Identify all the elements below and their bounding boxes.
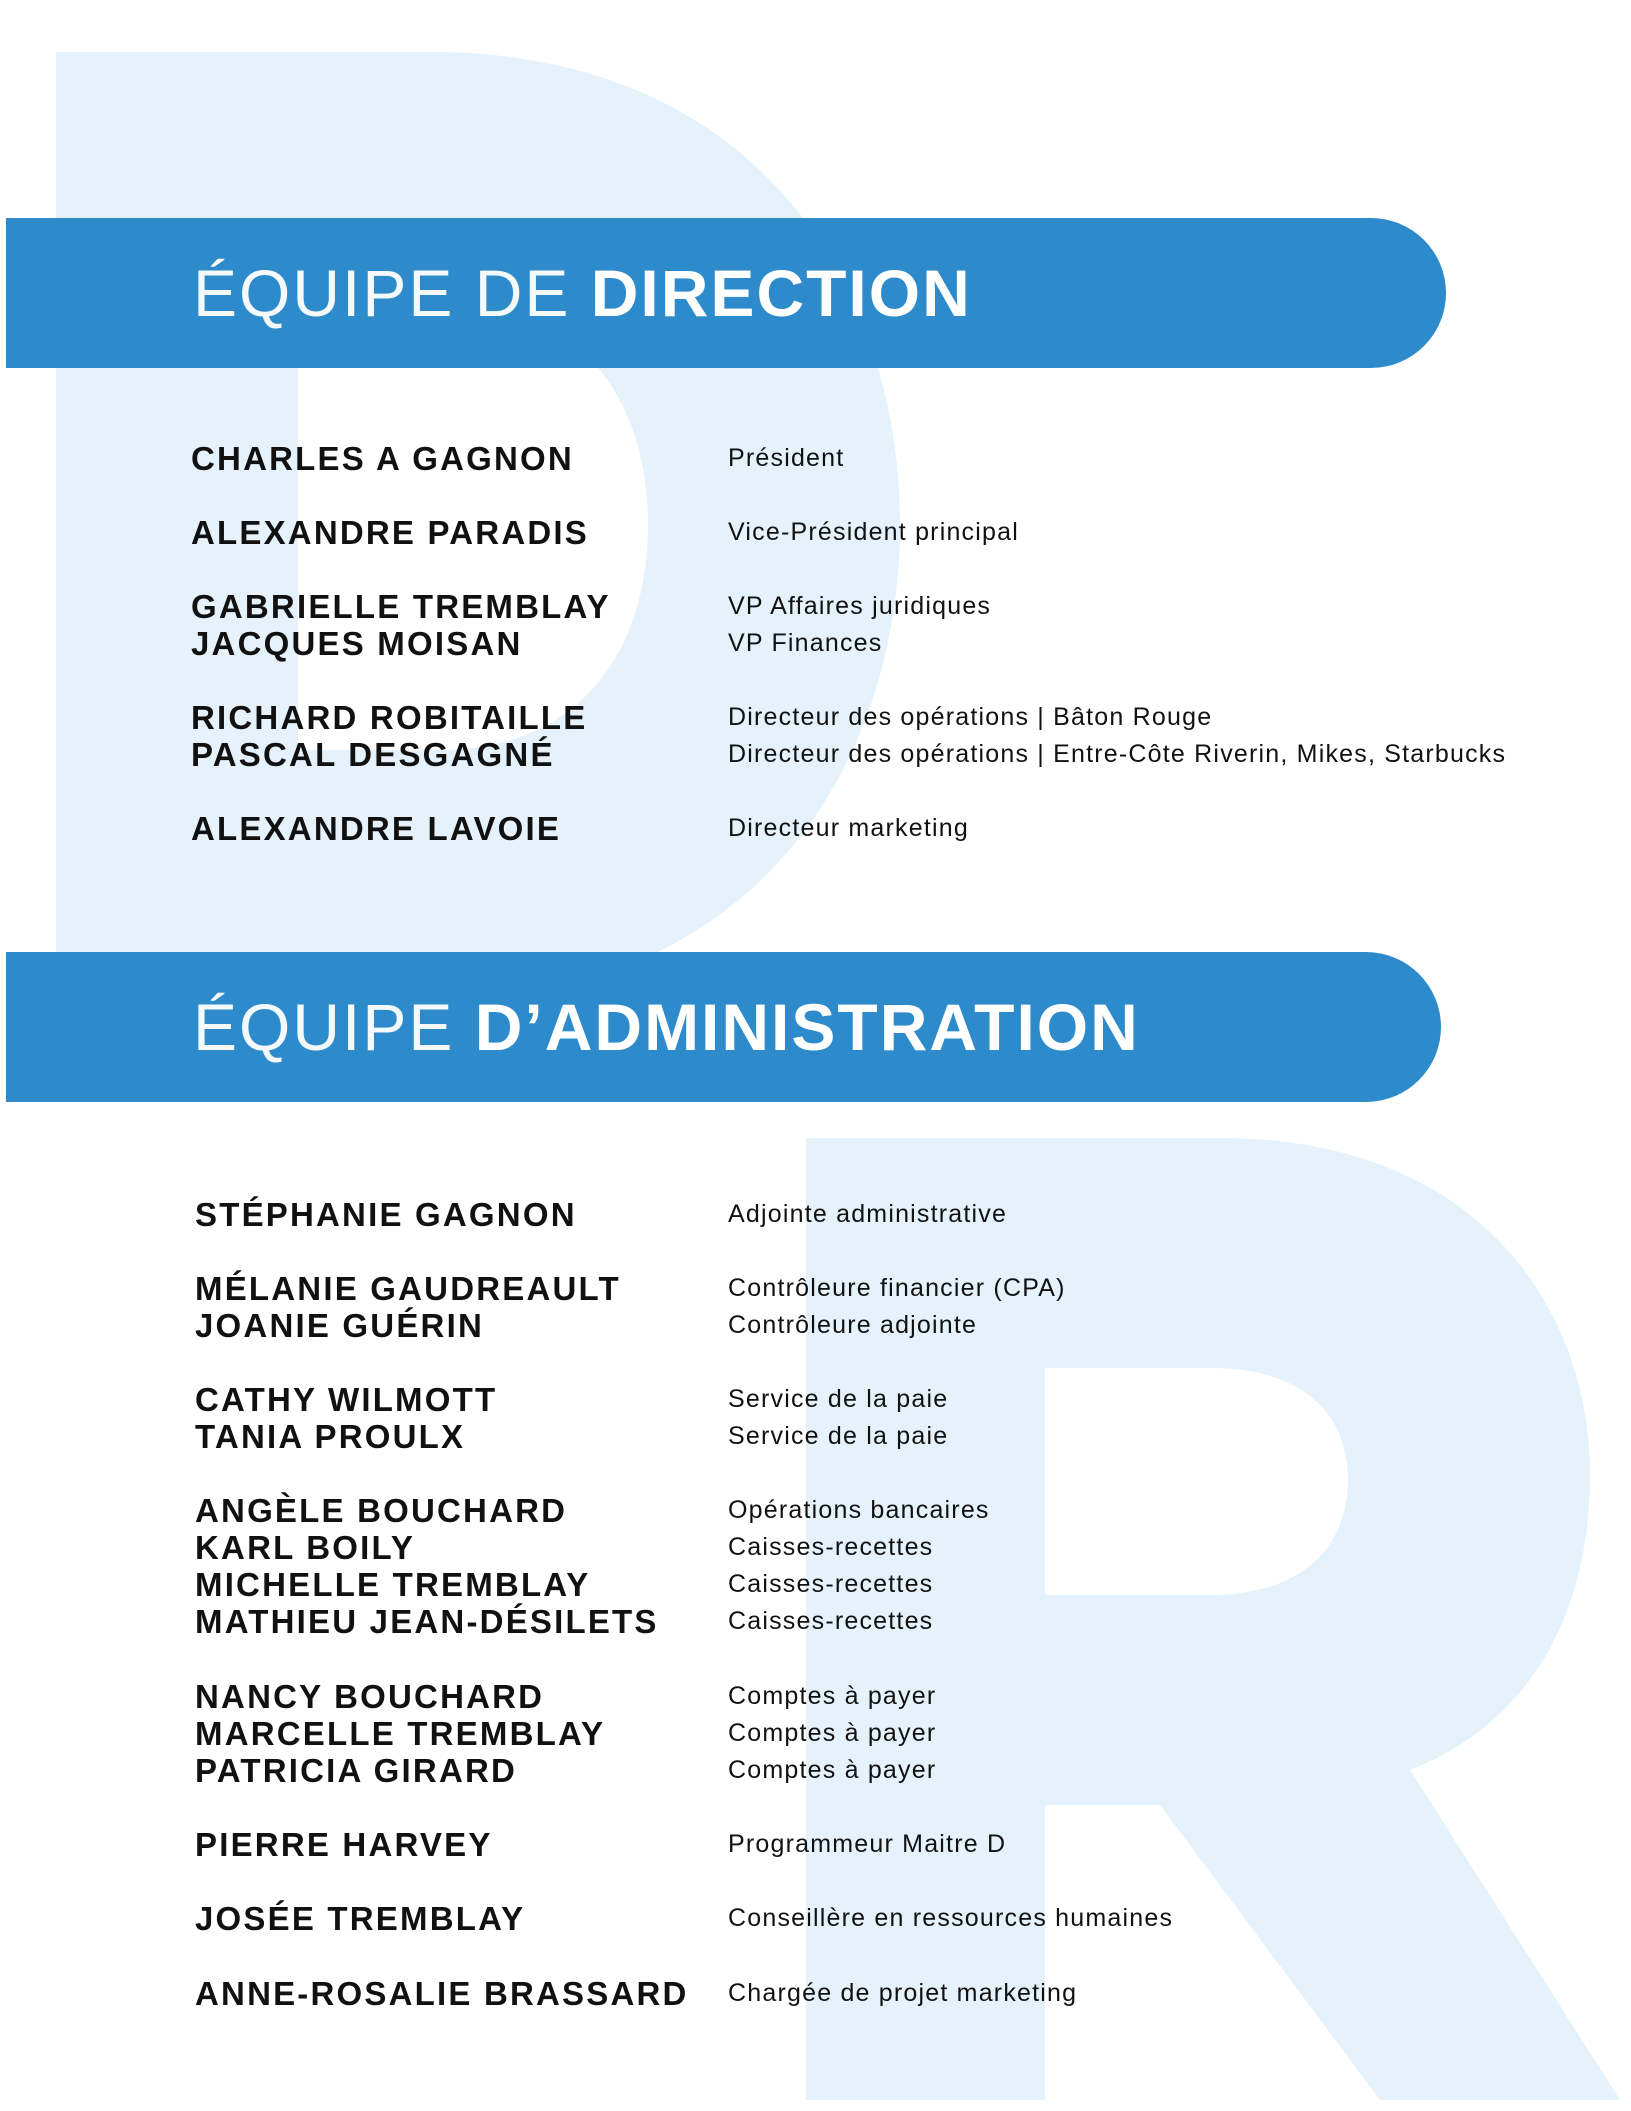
person-name: MATHIEU JEAN-DÉSILETS [195, 1603, 659, 1640]
administration-title-light: ÉQUIPE [193, 990, 475, 1064]
person-name: JOSÉE TREMBLAY [195, 1900, 526, 1937]
person-role: VP Affaires juridiques [728, 592, 992, 620]
person-role: Opérations bancaires [728, 1496, 990, 1524]
person-name: RICHARD ROBITAILLE [191, 699, 588, 736]
name-list [191, 699, 587, 773]
person-name: PATRICIA GIRARD [195, 1752, 518, 1789]
role-list [728, 810, 969, 847]
person-name: CHARLES A GAGNON [191, 440, 574, 477]
direction-banner [6, 218, 1446, 368]
role-list [728, 1975, 1077, 2012]
person-role: Comptes à payer [728, 1756, 937, 1784]
name-list [191, 810, 561, 847]
person-role: Président [728, 444, 845, 472]
person-name: PASCAL DESGAGNÉ [191, 736, 555, 773]
person-role: Chargée de projet marketing [728, 1979, 1078, 2007]
person-role: Comptes à payer [728, 1719, 937, 1747]
person-name: KARL BOILY [195, 1529, 416, 1566]
direction-title-bold: DIRECTION [590, 256, 972, 330]
role-list [728, 1381, 948, 1455]
person-role: Service de la paie [728, 1385, 949, 1413]
name-list [191, 514, 589, 551]
name-list [195, 1196, 577, 1233]
name-list [195, 1381, 497, 1455]
person-role: Adjointe administrative [728, 1200, 1008, 1228]
name-list [195, 1678, 605, 1789]
name-list [195, 1270, 621, 1344]
person-name: JOANIE GUÉRIN [195, 1307, 484, 1344]
person-name: MICHELLE TREMBLAY [195, 1566, 591, 1603]
person-name: STÉPHANIE GAGNON [195, 1196, 577, 1233]
role-list [728, 514, 1019, 551]
direction-title [193, 255, 972, 331]
role-list [728, 1196, 1007, 1233]
role-list [728, 1270, 1066, 1344]
person-name: JACQUES MOISAN [191, 625, 523, 662]
person-name: ANNE-ROSALIE BRASSARD [195, 1975, 689, 2012]
administration-banner [6, 952, 1441, 1102]
direction-title-light: ÉQUIPE DE [193, 256, 591, 330]
name-list [195, 1826, 493, 1863]
name-list [191, 588, 611, 662]
person-role: Caisses-recettes [728, 1570, 934, 1598]
role-list [728, 699, 1506, 773]
administration-title [193, 989, 1140, 1065]
person-name: GABRIELLE TREMBLAY [191, 588, 611, 625]
person-role: Directeur des opérations | Bâton Rouge [728, 703, 1213, 731]
role-list [728, 1900, 1173, 1937]
person-name: CATHY WILMOTT [195, 1381, 498, 1418]
administration-title-bold: D’ADMINISTRATION [474, 990, 1140, 1064]
name-list [195, 1975, 689, 2012]
person-name: ALEXANDRE PARADIS [191, 514, 589, 551]
person-name: PIERRE HARVEY [195, 1826, 493, 1863]
person-name: MÉLANIE GAUDREAULT [195, 1270, 621, 1307]
role-list [728, 1492, 990, 1640]
person-role: Programmeur Maitre D [728, 1830, 1007, 1858]
role-list [728, 1826, 1006, 1863]
person-name: NANCY BOUCHARD [195, 1678, 545, 1715]
role-list [728, 440, 844, 477]
role-list [728, 588, 991, 662]
role-list [728, 1678, 936, 1789]
name-list [195, 1492, 659, 1640]
person-role: Conseillère en ressources humaines [728, 1904, 1174, 1932]
person-name: TANIA PROULX [195, 1418, 466, 1455]
person-role: Service de la paie [728, 1422, 949, 1450]
person-role: Vice-Président principal [728, 518, 1019, 546]
person-role: Caisses-recettes [728, 1607, 934, 1635]
person-role: Contrôleure financier (CPA) [728, 1274, 1066, 1302]
name-list [191, 440, 574, 477]
person-role: Comptes à payer [728, 1682, 937, 1710]
person-name: ANGÈLE BOUCHARD [195, 1492, 568, 1529]
person-role: Caisses-recettes [728, 1533, 934, 1561]
person-role: Contrôleure adjointe [728, 1311, 978, 1339]
name-list [195, 1900, 525, 1937]
person-role: Directeur des opérations | Entre-Côte Riverin, Mikes, Starbucks [728, 740, 1507, 768]
person-role: Directeur marketing [728, 814, 969, 842]
person-name: MARCELLE TREMBLAY [195, 1715, 606, 1752]
person-name: ALEXANDRE LAVOIE [191, 810, 562, 847]
person-role: VP Finances [728, 629, 883, 657]
